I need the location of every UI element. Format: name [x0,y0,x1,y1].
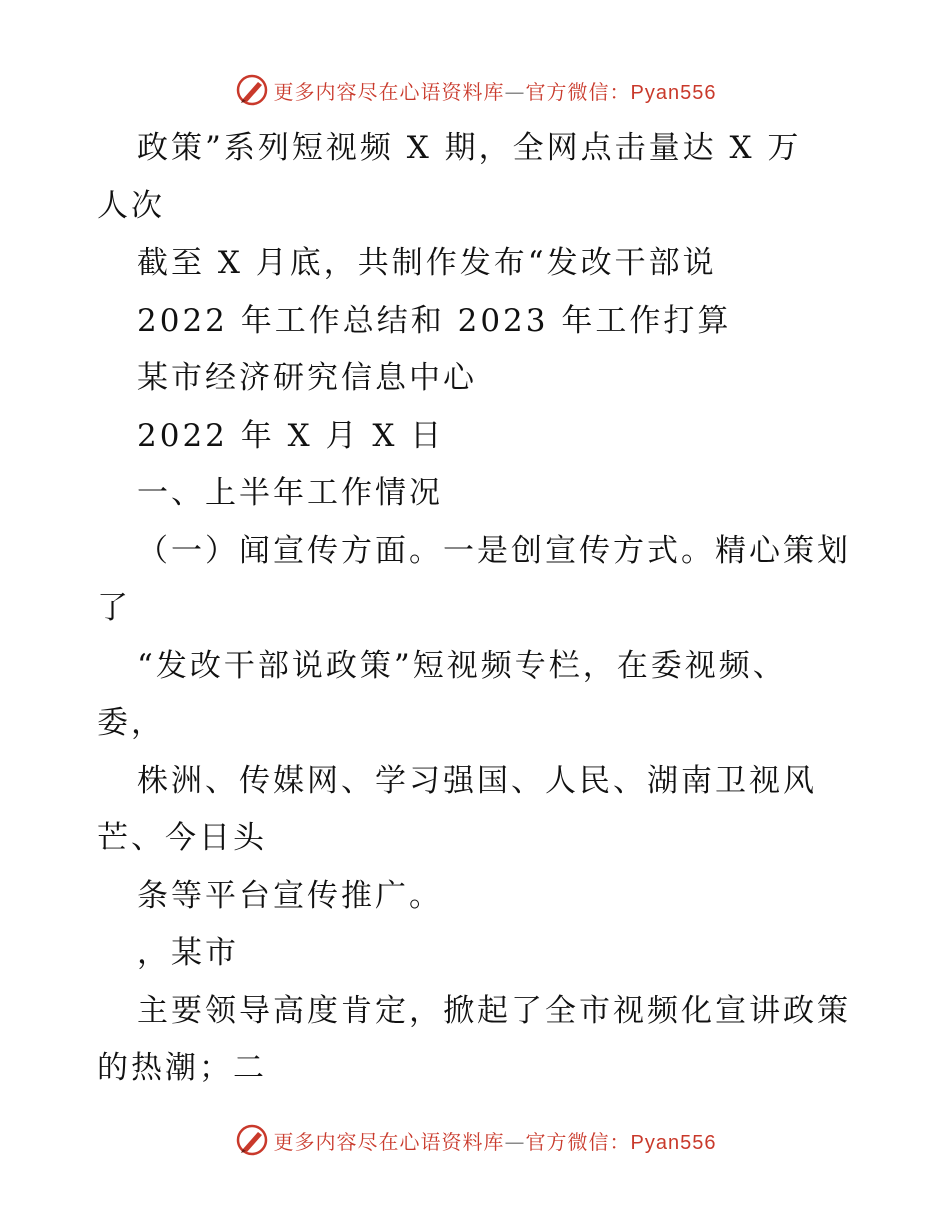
text-line: 人次 [97,187,165,224]
text-line: 芒、今日头 [97,820,267,856]
text-line: 2022 年工作总结和 2023 年工作打算 [137,302,732,339]
text-line: 的热潮；二 [97,1050,267,1086]
pen-logo-icon [234,72,270,108]
text-line: “发改干部说政策”短视频专栏，在委视频、 [137,647,787,684]
watermark-text: 更多内容尽在心语资料库—官方微信：Pyan556 [273,1129,717,1154]
text-line: 了 [97,590,131,626]
text-line: 条等平台宣传推广。 [137,877,443,914]
text-line: ，某市 [137,935,239,971]
text-line: 某市经济研究信息中心 [137,360,477,396]
text-line: 主要领导高度肯定，掀起了全市视频化宣讲政策 [137,992,851,1029]
text-line: 委， [97,705,165,741]
text-line: 截至 X 月底，共制作发布“发改干部说 [137,245,717,281]
text-line: 株洲、传媒网、学习强国、人民、湖南卫视风 [137,762,817,799]
watermark-text: 更多内容尽在心语资料库—官方微信：Pyan556 [273,79,717,104]
document-body [97,120,857,1098]
pen-logo-icon [234,1122,270,1158]
text-line: 2022 年 X 月 X 日 [137,417,445,454]
footer-watermark [0,1120,950,1160]
text-line: （一）闻宣传方面。一是创宣传方式。精心策划 [137,532,851,569]
text-line: 政策”系列短视频 X 期，全网点击量达 X 万 [137,130,802,166]
header-watermark [0,70,950,110]
text-line: 一、上半年工作情况 [137,475,443,511]
